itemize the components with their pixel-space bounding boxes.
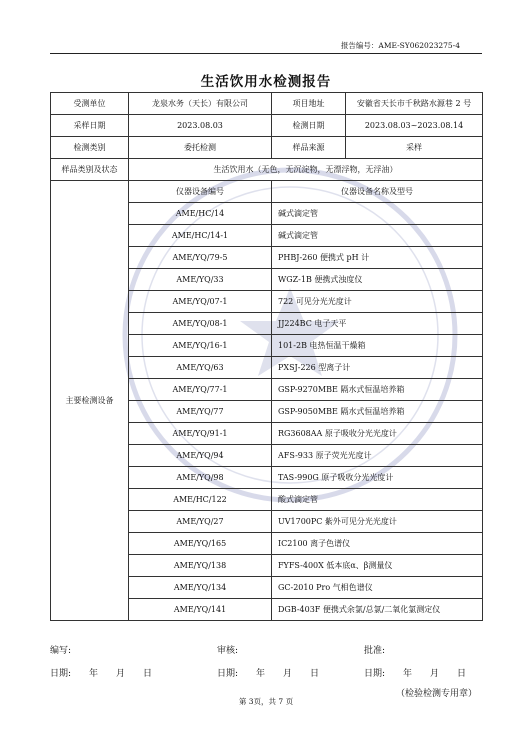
equipment-id: AME/HC/14 [129,203,272,225]
approve-label: 批准: [364,646,386,656]
equipment-name: GC-2010 Pro 气相色谱仪 [272,577,483,599]
equipment-id: AME/YQ/138 [129,555,272,577]
equipment-name: 碱式滴定管 [272,225,483,247]
info-row [51,93,483,115]
equipment-id: AME/YQ/134 [129,577,272,599]
unit-value: 龙泉水务（天长）有限公司 [129,93,272,115]
page-title: 生活饮用水检测报告 [200,74,332,90]
compile-date: 日期: 年 月 日 [50,669,153,679]
equipment-name: JJ224BC 电子天平 [272,313,483,335]
equipment-name: PXSJ-226 型离子计 [272,357,483,379]
equipment-id: AME/YQ/94 [129,445,272,467]
equipment-id: AME/YQ/77 [129,401,272,423]
equipment-name: RG3608AA 原子吸收分光光度计 [272,423,483,445]
equipment-id: AME/YQ/16-1 [129,335,272,357]
equipment-name: WGZ-1B 便携式浊度仪 [272,269,483,291]
equipment-id: AME/YQ/07-1 [129,291,272,313]
report-table [50,92,483,621]
sample-source-value: 采样 [346,137,483,159]
equipment-id: AME/YQ/08-1 [129,313,272,335]
review-date: 日期: 年 月 日 [217,669,320,679]
equipment-id: AME/YQ/91-1 [129,423,272,445]
sample-date-value: 2023.08.03 [129,115,272,137]
header-rule [50,53,482,54]
equipment-name: 722 可见分光光度计 [272,291,483,313]
page-footer: 第 3页，共 7 页 [238,697,294,706]
equipment-name: AFS-933 原子荧光光度计 [272,445,483,467]
equipment-id: AME/HC/14-1 [129,225,272,247]
equipment-id: AME/YQ/63 [129,357,272,379]
info-row [51,115,483,137]
address-value: 安徽省天长市千秋路水源巷 2 号 [346,93,483,115]
equipment-name-header: 仪器设备名称及型号 [272,181,483,203]
sample-source-label: 样品来源 [272,137,346,159]
equipment-name: UV1700PC 紫外可见分光光度计 [272,511,483,533]
equipment-id: AME/HC/122 [129,489,272,511]
equipment-id-header: 仪器设备编号 [129,181,272,203]
equipment-name: TAS-990G 原子吸收分光光度计 [272,467,483,489]
test-type-label: 检测类别 [51,137,129,159]
equipment-name: GSP-9050MBE 隔水式恒温培养箱 [272,401,483,423]
equipment-id: AME/YQ/141 [129,599,272,621]
sample-status-label: 样品类别及状态 [51,159,129,181]
info-row [51,137,483,159]
equipment-section-label: 主要检测设备 [51,181,129,621]
stamp-note: （检验检测专用章） [396,689,478,699]
review-label: 审核: [217,646,239,656]
equipment-header-row [51,181,483,203]
equipment-name: 酸式滴定管 [272,489,483,511]
equipment-name: DGB-403F 便携式余氯/总氯/二氧化氯测定仪 [272,599,483,621]
report-number: 报告编号：AME-SY062023275-4 [340,41,460,50]
equipment-name: 101-2B 电热恒温干燥箱 [272,335,483,357]
equipment-id: AME/YQ/165 [129,533,272,555]
address-label: 项目地址 [272,93,346,115]
sample-status-value: 生活饮用水（无色，无沉淀物，无漂浮物，无浮油） [129,159,483,181]
compile-label: 编写: [50,646,72,656]
test-date-value: 2023.08.03~2023.08.14 [346,115,483,137]
test-date-label: 检测日期 [272,115,346,137]
equipment-id: AME/YQ/98 [129,467,272,489]
unit-label: 受测单位 [51,93,129,115]
equipment-id: AME/YQ/79-5 [129,247,272,269]
equipment-id: AME/YQ/77-1 [129,379,272,401]
equipment-name: IC2100 离子色谱仪 [272,533,483,555]
equipment-name: PHBJ-260 便携式 pH 计 [272,247,483,269]
test-type-value: 委托检测 [129,137,272,159]
equipment-name: GSP-9270MBE 隔水式恒温培养箱 [272,379,483,401]
sample-date-label: 采样日期 [51,115,129,137]
equipment-id: AME/YQ/33 [129,269,272,291]
approve-date: 日期: 年 月 日 [364,669,467,679]
equipment-name: FYFS-400X 低本底α、β测量仪 [272,555,483,577]
equipment-id: AME/YQ/27 [129,511,272,533]
info-row [51,159,483,181]
equipment-name: 碱式滴定管 [272,203,483,225]
